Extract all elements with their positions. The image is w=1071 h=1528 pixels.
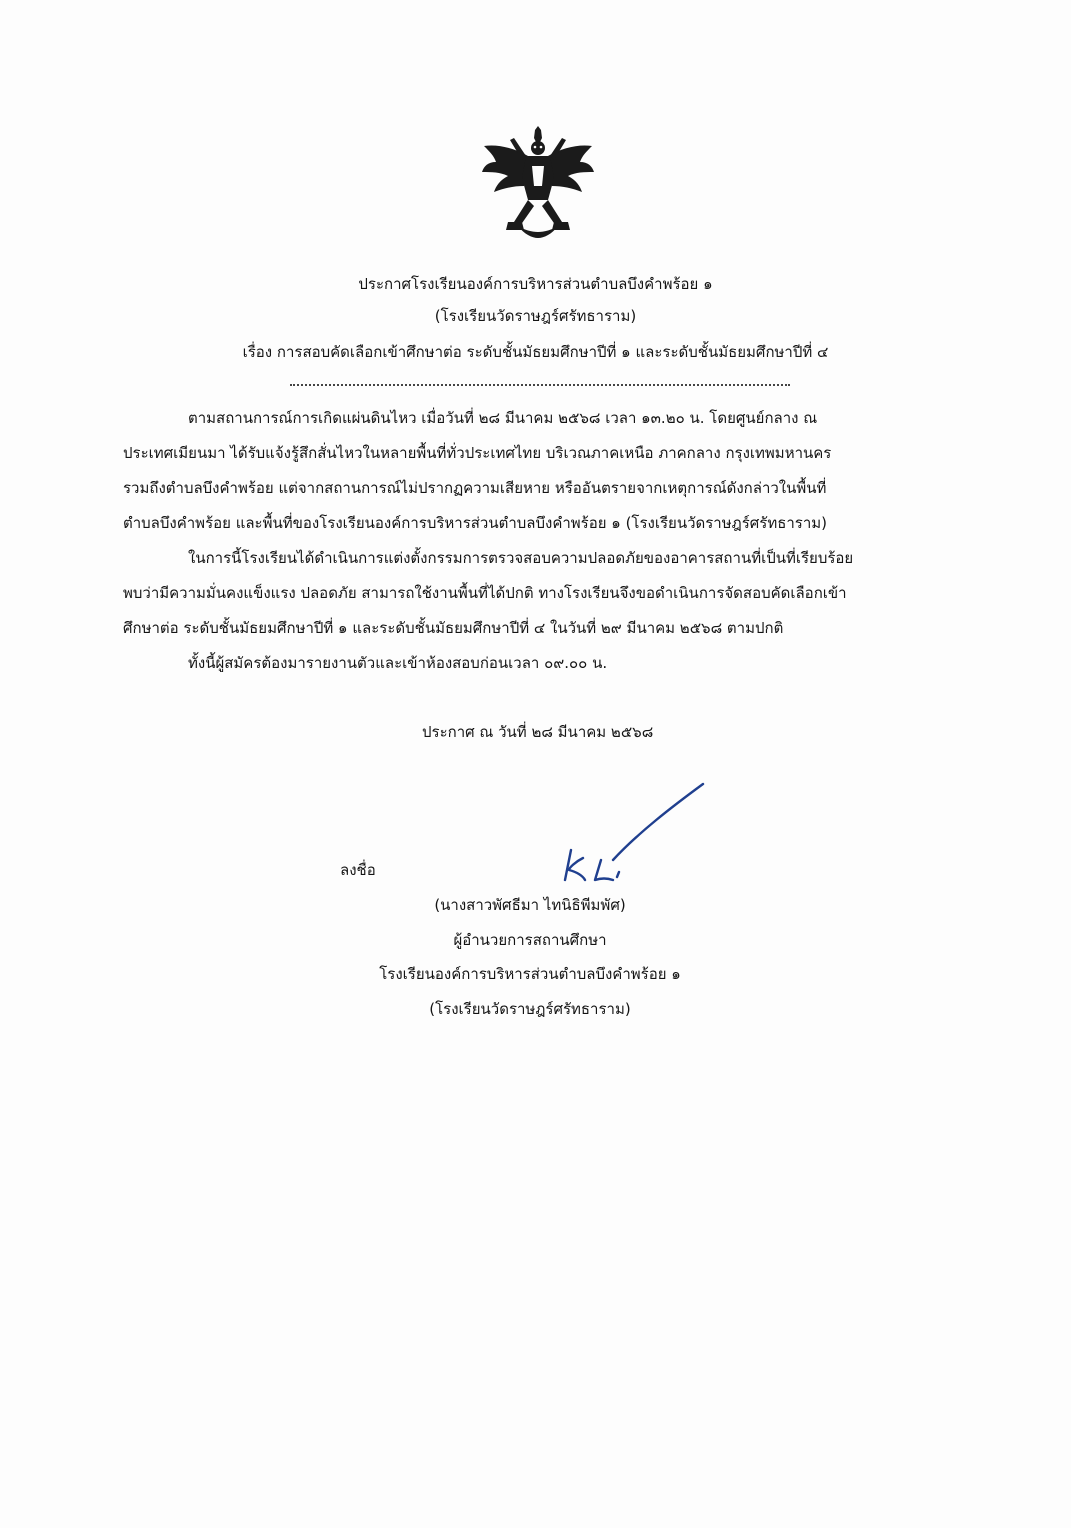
sign-label: ลงชื่อ <box>340 861 376 879</box>
signatory-organization-alt-name: (โรงเรียนวัดราษฎร์ศรัทธาราม) <box>429 1000 631 1018</box>
body-line: ตามสถานการณ์การเกิดแผ่นดินไหว เมื่อวันที่ ๒๘ มีนาคม ๒๕๖๘ เวลา ๑๓.๒๐ น. โดยศูนย์กลาง ณ <box>188 409 818 427</box>
body-line: รวมถึงตำบลบึงคำพร้อย แต่จากสถานการณ์ไม่ปรากฏความเสียหาย หรืออันตรายจากเหตุการณ์ดังกล่าวในพื้นที่ <box>123 479 827 497</box>
body-line: พบว่ามีความมั่นคงแข็งแรง ปลอดภัย สามารถใช้งานพื้นที่ได้ปกติ ทางโรงเรียนจึงขอดำเนินการจัดสอบคัดเลือกเข้า <box>123 584 847 602</box>
handwritten-signature <box>555 780 715 885</box>
divider <box>290 384 790 386</box>
signatory-position: ผู้อำนวยการสถานศึกษา <box>453 931 607 949</box>
announcement-school-alt-name: (โรงเรียนวัดราษฎร์ศรัทธาราม) <box>434 307 637 325</box>
body-line: ทั้งนี้ผู้สมัครต้องมารายงานตัวและเข้าห้องสอบก่อนเวลา ๐๙.๐๐ น. <box>188 654 608 672</box>
garuda-emblem-icon <box>478 126 598 246</box>
body-line: ตำบลบึงคำพร้อย และพื้นที่ของโรงเรียนองค์การบริหารส่วนตำบลบึงคำพร้อย ๑ (โรงเรียนวัดราษฎร์ศรัทธาราม) <box>123 514 828 532</box>
announce-date: ประกาศ ณ วันที่ ๒๘ มีนาคม ๒๕๖๘ <box>422 723 654 741</box>
body-line: ประเทศเมียนมา ได้รับแจ้งรู้สึกสั่นไหวในหลายพื้นที่ทั่วประเทศไทย บริเวณภาคเหนือ ภาคกลาง กรุงเทพมหานคร <box>123 444 832 462</box>
announcement-subject: เรื่อง การสอบคัดเลือกเข้าศึกษาต่อ ระดับชั้นมัธยมศึกษาปีที่ ๑ และระดับชั้นมัธยมศึกษาปีที่ ๔ <box>242 343 829 361</box>
signatory-organization: โรงเรียนองค์การบริหารส่วนตำบลบึงคำพร้อย ๑ <box>379 965 681 983</box>
signatory-name: (นางสาวพัศธีมา ไทนิธิพีมพัศ) <box>434 896 626 914</box>
announcement-title: ประกาศโรงเรียนองค์การบริหารส่วนตำบลบึงคำพร้อย ๑ <box>358 275 713 293</box>
body-line: ศึกษาต่อ ระดับชั้นมัธยมศึกษาปีที่ ๑ และระดับชั้นมัธยมศึกษาปีที่ ๔ ในวันที่ ๒๙ มีนาคม ๒๕๖๘ ตามปกติ <box>123 619 784 637</box>
body-line: ในการนี้โรงเรียนได้ดำเนินการแต่งตั้งกรรมการตรวจสอบความปลอดภัยของอาคารสถานที่เป็นที่เรียบร้อย <box>188 549 854 567</box>
